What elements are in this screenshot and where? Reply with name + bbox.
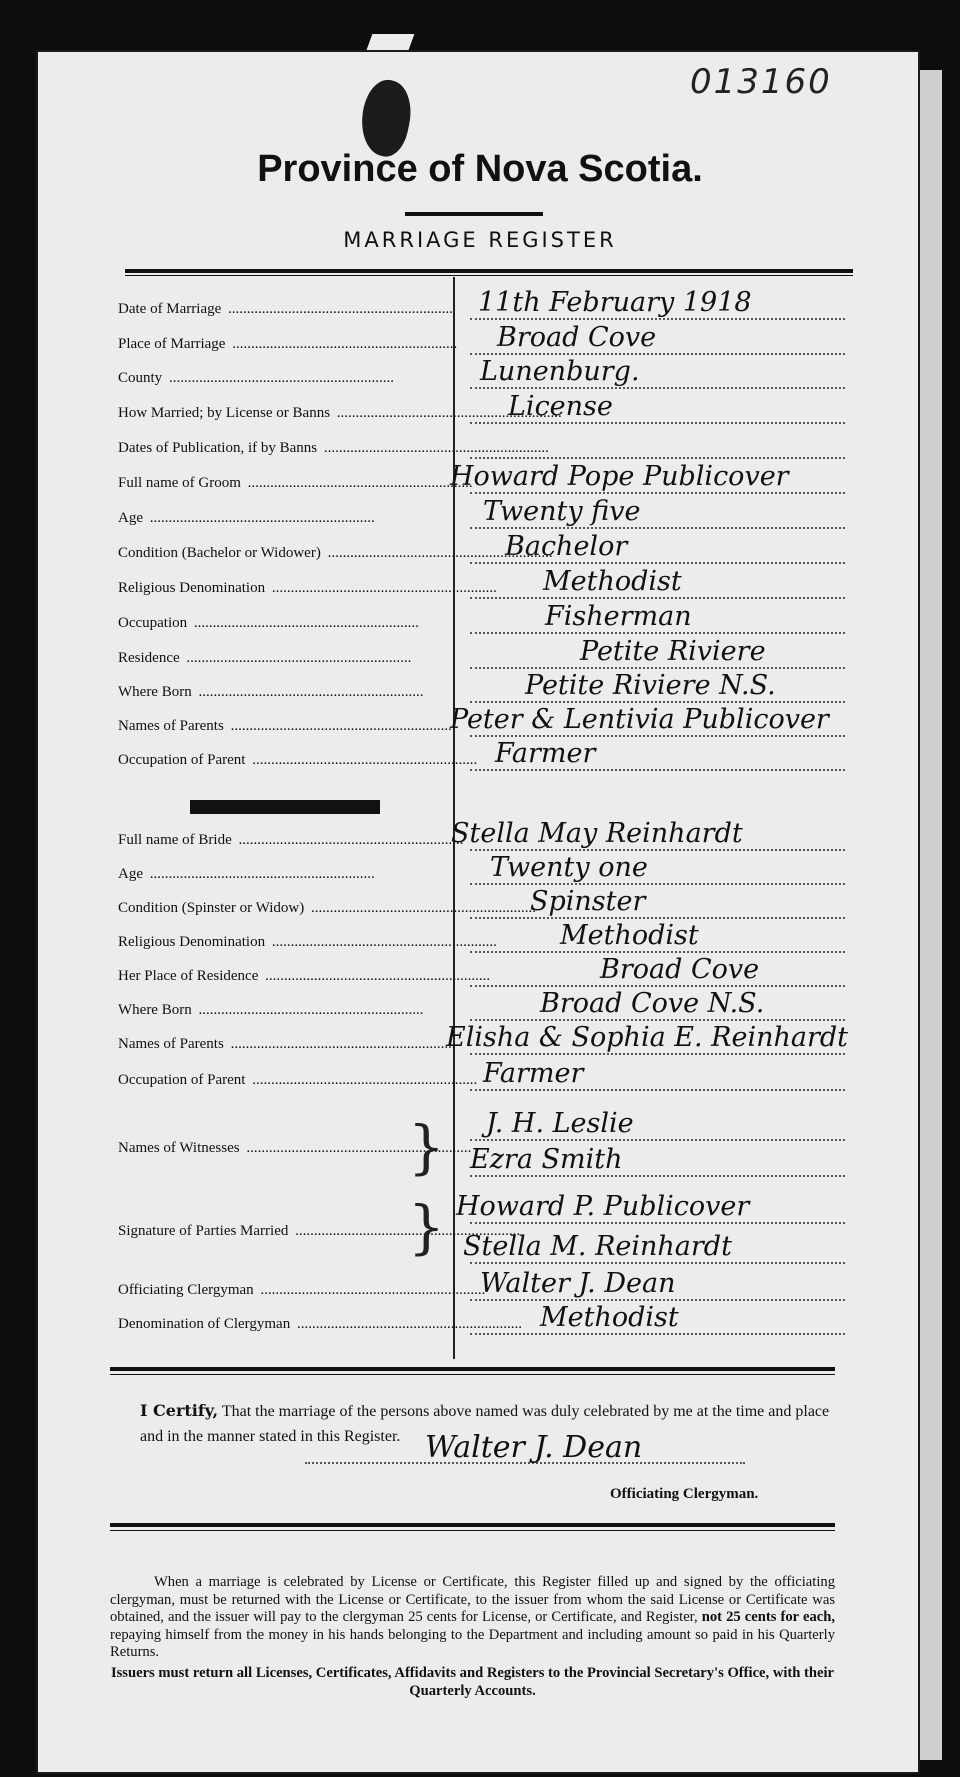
field-label <box>118 1223 521 1240</box>
page-title: Province of Nova Scotia. <box>257 148 703 190</box>
leader-dots: ............................................................ <box>226 1036 456 1052</box>
entry-line <box>470 951 845 953</box>
field-value: Howard Pope Publicover <box>450 461 789 492</box>
field-value: License <box>508 391 613 422</box>
field-label <box>118 1072 478 1089</box>
field-label-text: Occupation of Parent <box>118 752 248 768</box>
leader-dots: ............................................................ <box>261 968 491 984</box>
field-label-text: Religious Denomination <box>118 934 268 950</box>
parties-brace: } <box>408 1193 445 1261</box>
document-number: 013160 <box>690 62 832 102</box>
field-label-text: Names of Parents <box>118 718 227 734</box>
leader-dots: ............................................................ <box>320 440 549 456</box>
entry-line <box>470 457 845 459</box>
title-rule <box>405 212 543 216</box>
field-label <box>118 752 478 769</box>
field-value: Petite Riviere N.S. <box>525 670 776 701</box>
field-value: Broad Cove N.S. <box>540 988 765 1019</box>
field-value: Broad Cove <box>600 954 760 985</box>
entry-line <box>470 769 845 771</box>
field-label <box>118 968 491 985</box>
field-label <box>118 684 450 701</box>
field-label-text: How Married; by License or Banns <box>118 405 333 421</box>
field-value: Twenty five <box>483 496 641 527</box>
field-value: Stella M. Reinhardt <box>463 1231 732 1262</box>
field-label <box>118 832 464 849</box>
leader-dots: ............................................................ <box>323 545 553 561</box>
field-value: Peter & Lentivia Publicover <box>450 704 829 735</box>
header-rule <box>125 269 853 273</box>
field-value: 11th February 1918 <box>478 287 752 318</box>
field-label <box>118 405 562 422</box>
leader-dots: ............................................................ <box>291 1223 521 1239</box>
leader-dots: ............................................................ <box>333 405 562 421</box>
field-value: Lunenburg. <box>480 356 640 387</box>
entry-line <box>470 917 845 919</box>
entry-line <box>470 1299 845 1301</box>
leader-dots: ............................................................ <box>194 1002 424 1018</box>
entry-line <box>470 883 845 885</box>
leader-dots: ............................................................ <box>194 684 424 700</box>
leader-dots: ............................................................ <box>226 718 456 734</box>
leader-dots: ............................................................ <box>182 650 412 666</box>
leader-dots: ............................................................ <box>307 900 536 916</box>
field-label <box>118 1036 456 1053</box>
field-label <box>118 301 454 318</box>
leader-dots: ............................................................ <box>248 752 478 768</box>
field-label-text: Age <box>118 510 146 526</box>
field-label <box>118 866 450 883</box>
field-value: Stella May Reinhardt <box>451 818 743 849</box>
field-label-text: Occupation of Parent <box>118 1072 248 1088</box>
note-rule <box>110 1523 835 1527</box>
field-label <box>118 1140 472 1157</box>
field-value: Methodist <box>543 566 682 597</box>
field-label <box>118 718 456 735</box>
certify-rule-thin <box>110 1374 835 1375</box>
field-label <box>118 900 536 917</box>
field-value: Twenty one <box>490 852 648 883</box>
entry-line <box>470 1222 845 1224</box>
entry-line <box>470 1019 845 1021</box>
leader-dots: ............................................................ <box>146 866 375 882</box>
leader-dots: ............................................................ <box>228 336 458 352</box>
field-value: Methodist <box>540 1302 679 1333</box>
field-value: Bachelor <box>505 531 628 562</box>
field-label <box>118 545 553 562</box>
field-label-text: Condition (Bachelor or Widower) <box>118 545 324 561</box>
header-rule-thin <box>125 275 853 276</box>
entry-line <box>470 492 845 494</box>
signature-caption: Officiating Clergyman. <box>610 1486 759 1502</box>
leader-dots: ............................................................ <box>268 580 497 596</box>
leader-dots: ............................................................ <box>268 934 497 950</box>
field-label-text: Officiating Clergyman <box>118 1282 257 1298</box>
field-label-text: Names of Parents <box>118 1036 227 1052</box>
leader-dots: ............................................................ <box>293 1316 522 1332</box>
instructions-note <box>110 1574 835 1662</box>
field-value: Howard P. Publicover <box>456 1191 750 1222</box>
leader-dots: ............................................................ <box>243 475 473 491</box>
leader-dots: ............................................................ <box>146 510 375 526</box>
leader-dots: ............................................................ <box>242 1140 472 1156</box>
field-value: Elisha & Sophia E. Reinhardt <box>446 1022 848 1053</box>
field-label <box>118 1316 522 1333</box>
field-value: Farmer <box>483 1058 584 1089</box>
entry-line <box>470 353 845 355</box>
entry-line <box>470 701 845 703</box>
entry-line <box>470 632 845 634</box>
paper-edge <box>918 70 942 1760</box>
field-label-text: Names of Witnesses <box>118 1140 243 1156</box>
note-rule-thin <box>110 1530 835 1531</box>
page-subtitle: MARRIAGE REGISTER <box>343 228 617 252</box>
entry-line <box>470 1175 845 1177</box>
entry-line <box>470 667 845 669</box>
entry-line <box>470 849 845 851</box>
issuers-note: Issuers must return all Licenses, Certificates, Affidavits and Registers to the Provincial Secretary's Office, with their Quarterly Accounts. <box>110 1665 835 1699</box>
note-part1: When a marriage is celebrated by License or Certificate, this Register filled up and signed by the officiating clergyman, must be returned with the License or Certificate, to the issuer from whom the said License or Certificate was obtained, and the issuer will pay to the clergyman 25 cents for License, or Certificate, and Register, <box>110 1574 835 1625</box>
leader-dots: ............................................................ <box>256 1282 486 1298</box>
field-label <box>118 336 458 353</box>
entry-line <box>470 387 845 389</box>
field-label-text: Dates of Publication, if by Banns <box>118 440 320 456</box>
entry-line <box>470 597 845 599</box>
entry-line <box>470 1053 845 1055</box>
field-label <box>118 510 450 527</box>
field-label-text: Religious Denomination <box>118 580 268 596</box>
entry-line <box>470 1333 845 1335</box>
field-label-text: Residence <box>118 650 183 666</box>
certify-rule <box>110 1367 835 1371</box>
entry-line <box>470 562 845 564</box>
certify-lead: I Certify, <box>140 1401 219 1420</box>
field-label-text: Denomination of Clergyman <box>118 1316 293 1332</box>
field-label-text: Place of Marriage <box>118 336 228 352</box>
field-value: Spinster <box>530 886 646 917</box>
field-value: Broad Cove <box>497 322 657 353</box>
field-label-text: Age <box>118 866 146 882</box>
section-bar <box>190 800 380 814</box>
field-value: Ezra Smith <box>470 1144 623 1175</box>
field-label-text: Her Place of Residence <box>118 968 261 984</box>
field-label-text: Full name of Bride <box>118 832 235 848</box>
field-label-text: Condition (Spinster or Widow) <box>118 900 307 916</box>
leader-dots: ............................................................ <box>165 370 394 386</box>
field-label <box>118 440 549 457</box>
entry-line <box>470 1139 845 1141</box>
field-label-text: Where Born <box>118 1002 195 1018</box>
field-label <box>118 1282 486 1299</box>
leader-dots: ............................................................ <box>190 615 419 631</box>
field-value: Fisherman <box>545 601 692 632</box>
field-label <box>118 475 473 492</box>
leader-dots: ............................................................ <box>224 301 454 317</box>
note-part2: repaying himself from the money in his hands belonging to the Department and including amount so paid in his Quarterly Returns. <box>110 1626 835 1660</box>
clergyman-signature: Walter J. Dean <box>425 1430 643 1465</box>
field-label-text: Date of Marriage <box>118 301 224 317</box>
leader-dots: ............................................................ <box>248 1072 478 1088</box>
field-label-text: Signature of Parties Married <box>118 1223 291 1239</box>
field-label <box>118 615 450 632</box>
entry-line <box>470 422 845 424</box>
field-label-text: Where Born <box>118 684 195 700</box>
certify-text: That the marriage of the persons above named was duly celebrated by me at the time and place and in the manner stated in this Register. <box>140 1403 830 1445</box>
entry-line <box>470 735 845 737</box>
field-value: Farmer <box>495 738 596 769</box>
field-label-text: County <box>118 370 165 386</box>
leader-dots: ............................................................ <box>234 832 464 848</box>
entry-line <box>470 318 845 320</box>
note-bold: not 25 cents for each, <box>701 1609 835 1625</box>
entry-line <box>470 1089 845 1091</box>
field-value: Methodist <box>560 920 699 951</box>
witnesses-brace: } <box>408 1113 445 1181</box>
field-value: J. H. Leslie <box>486 1108 634 1139</box>
entry-line <box>470 985 845 987</box>
entry-line <box>470 1262 845 1264</box>
field-label <box>118 1002 450 1019</box>
field-label <box>118 370 450 387</box>
field-label-text: Full name of Groom <box>118 475 244 491</box>
entry-line <box>470 527 845 529</box>
field-value: Petite Riviere <box>580 636 766 667</box>
field-label <box>118 650 450 667</box>
field-value: Walter J. Dean <box>480 1268 676 1299</box>
field-label <box>118 580 497 597</box>
field-label <box>118 934 497 951</box>
field-label-text: Occupation <box>118 615 190 631</box>
